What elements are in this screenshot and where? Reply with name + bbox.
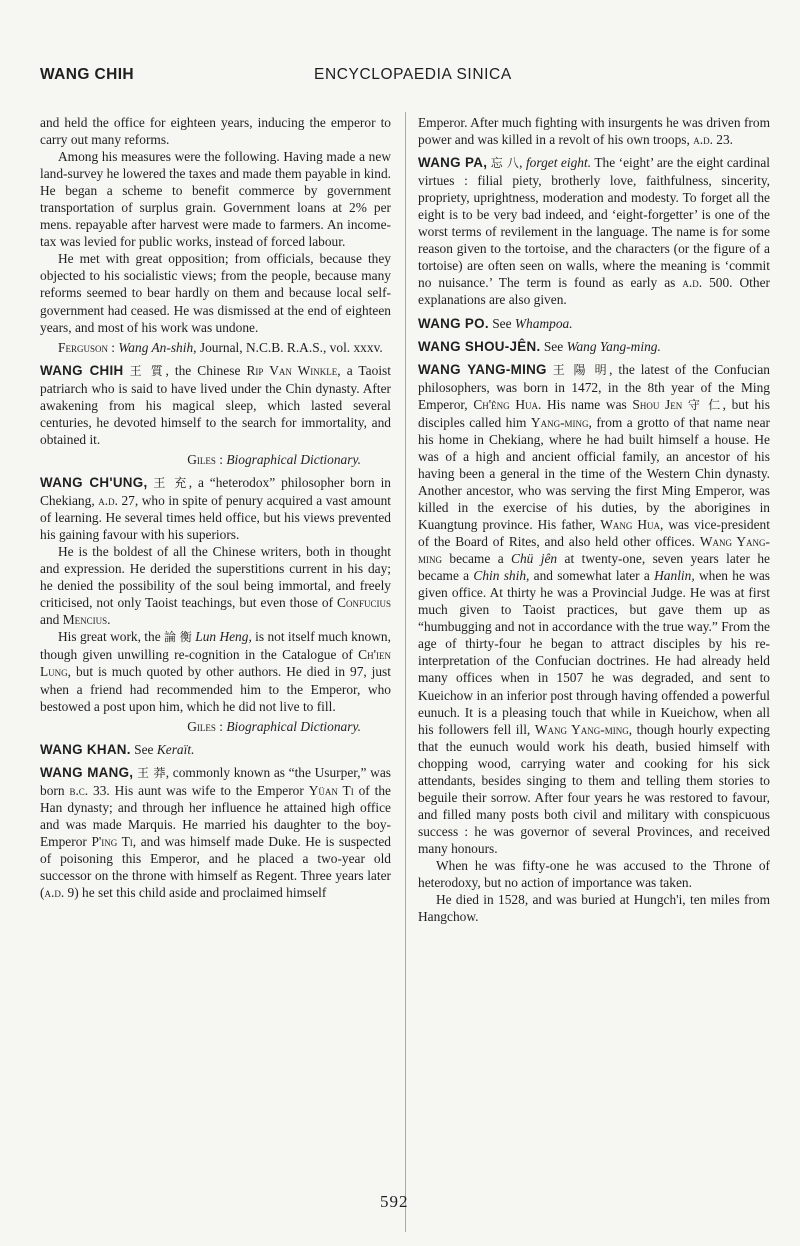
citation: Giles : Biographical Dictionary. (187, 718, 361, 734)
paragraph: He died in 1528, and was buried at Hungch'i, ten miles from Hangchow. (418, 892, 770, 925)
chinese-characters: 論 衡 (164, 630, 192, 645)
citation: Giles : Biographical Dictionary. (187, 451, 361, 467)
chinese-characters: 守 仁 (687, 397, 723, 412)
entry-wang-chung: WANG CH'UNG, 王 充, a “heterodox” philosopher born in Chekiang, a.d. 27, who in spite of penury acquired a vast amount of learning. He several times held office, but his views prevented his gaining favour with his superiors. (40, 474, 391, 543)
paragraph: Among his measures were the following. Having made a new land-survey he lowered the taxes and made them payable in kind. He began a scheme to benefit commerce by government transportation of surplus grain. Government loans at 2% per mens. repayable after harvest were made to farmers. An income-tax was levied for public works, instead of forced labour. (40, 149, 391, 250)
chinese-characters: 忘 八 (490, 156, 520, 171)
entry-headword: WANG PA, (418, 155, 488, 171)
entry-headword: WANG KHAN. (40, 741, 131, 757)
page-number: 592 (380, 1192, 409, 1211)
chinese-characters: 王 莽 (137, 765, 166, 780)
chinese-characters: 王 質 (129, 363, 166, 378)
paragraph: He is the boldest of all the Chinese writers, both in thought and expression. He derided the superstitions current in his day; he denied the possibility of the soul being immortal, and freely criticised, not only Taoist teachings, but even those of Confucius and Mencius. (40, 544, 391, 628)
citation: Ferguson : Wang An-shih, Journal, N.C.B. R.A.S., vol. xxxv. (58, 339, 383, 355)
right-column (418, 114, 770, 925)
entry-wang-chih: WANG CHIH 王 質, the Chinese Rip Van Winkle, a Taoist patriarch who is said to have lived under the Chin dynasty. After awakening from his magical sleep, which lasted several centuries, he devoted himself to the search for immortality, and obtained it. (40, 362, 391, 447)
entry-wang-po: WANG PO. See Whampoa. (418, 315, 573, 331)
entry-wang-shou-jen: WANG SHOU-JÊN. See Wang Yang-ming. (418, 338, 661, 354)
running-header (40, 66, 760, 88)
entry-headword: WANG MANG, (40, 764, 134, 780)
chinese-characters: 王 充 (153, 475, 189, 490)
left-column (40, 114, 391, 901)
header-title: ENCYCLOPAEDIA SINICA (314, 66, 512, 83)
entry-headword: WANG PO. (418, 315, 489, 331)
entry-headword: WANG YANG-MING (418, 361, 547, 377)
cross-reference: Wang Yang-ming. (566, 338, 661, 354)
paragraph: When he was fifty-one he was accused to the Throne of heterodoxy, but no action of importance was taken. (418, 857, 770, 891)
entry-wang-khan: WANG KHAN. See Keraït. (40, 741, 195, 757)
paragraph: He met with great opposition; from officials, because they objected to his socialistic views; from the people, because many reforms seemed to bear hardly on them and because local self-government had ceased. He was dismissed at the end of eighteen years, and most of his work was undone. (40, 251, 391, 335)
paragraph: His great work, the 論 衡 Lun Heng, is not itself much known, though given unwilling re-cognition in the Catalogue of Ch'ien Lung, but is much quoted by other authors. He died in 97, just when a friend had recommended him to the Emperor, who bestowed a post upon him, which he did not live to fill. (40, 629, 391, 714)
entry-wang-mang: WANG MANG, 王 莽, commonly known as “the Usurper,” was born b.c. 33. His aunt was wife to the Emperor Yüan Ti of the Han dynasty; and through her influence he attained high office and was made Marquis. He married his daughter to the boy-Emperor P'ing Ti, and was himself made Duke. He is suspected of poisoning this Emperor, and he placed a two-year old successor on the throne with himself as Regent. Three years later (a.d. 9) he set this child aside and proclaimed himself (40, 764, 391, 901)
cross-reference: Whampoa. (514, 315, 573, 331)
entry-wang-yang-ming: WANG YANG-MING 王 陽 明, the latest of the Confucian philosophers, was born in 1472, in the 8th year of the Ming Emperor, Ch'êng Hua. His name was Shou Jen 守 仁, but his disciples called him Yang-ming, from a grotto of that name near his home in Chekiang, where he had built himself a house. He was of a high and ancient official family, an ancestor of his having been a general in the time of the Western Chin dynasty. Another ancestor, who was serving the first Ming Emperor, was killed in the exercise of his duties, by the aborigines in Kuangtung province. His father, Wang Hua, was vice-president of the Board of Rites, and also held other offices. Wang Yang-ming became a Chü jên at twenty-one, seven years later he became a Chin shih, and somewhat later a Hanlin, when he was given office. At thirty he was a Provincial Judge. He was at first much given to Taoist practices, but gave them up as “humbugging and not in accordance with the true way.” From the age of thirty-four he began to attract disciples by his re-interpretation of the Confucian doctrines. He had already held many offices when in 1507 he was degraded, and sent to Kueichow in an inferior post through having offended a powerful eunuch. It is a pleasing touch that while in Kueichow, when all his followers fell ill, Wang Yang-ming, though hourly expecting that the eunuch would work his death, busied himself with chopping wood, carrying water and cooking for his sick attendants, besides singing to them and telling them stories to beguile their sorrow. After four years he was restored to favour, and filled many posts both civil and military with conspicuous success : he was governor of several Provinces, and received many honours. (418, 361, 770, 856)
paragraph: and held the office for eighteen years, inducing the emperor to carry out many reforms. (40, 115, 391, 148)
entry-headword: WANG CHIH (40, 362, 124, 378)
paragraph: Emperor. After much fighting with insurgents he was driven from power and was killed in a revolt of his own troops, a.d. 23. (418, 115, 770, 148)
column-divider (405, 112, 406, 1232)
header-entry-range: WANG CHIH (40, 66, 135, 83)
cross-reference: Keraït. (156, 741, 195, 757)
entry-wang-pa: WANG PA, 忘 八, forget eight. The ‘eight’ are the eight cardinal virtues : filial piety, brotherly love, faithfulness, sincerity, propriety, uprightness, moderation and modesty. To forget all the eight is to be very bad indeed, and ‘eight-forgetter’ is one of the worst terms of revilement in the language. The name is for some reason given to the tortoise, and the characters (or the figure of a tortoise) are often seen on walls, where the meaning is ‘commit no nuisance.’ The term is found as early as a.d. 500. Other explanations are also given. (418, 155, 770, 308)
chinese-characters: 王 陽 明 (552, 362, 610, 377)
entry-headword: WANG CH'UNG, (40, 474, 148, 490)
entry-headword: WANG SHOU-JÊN. (418, 338, 541, 354)
